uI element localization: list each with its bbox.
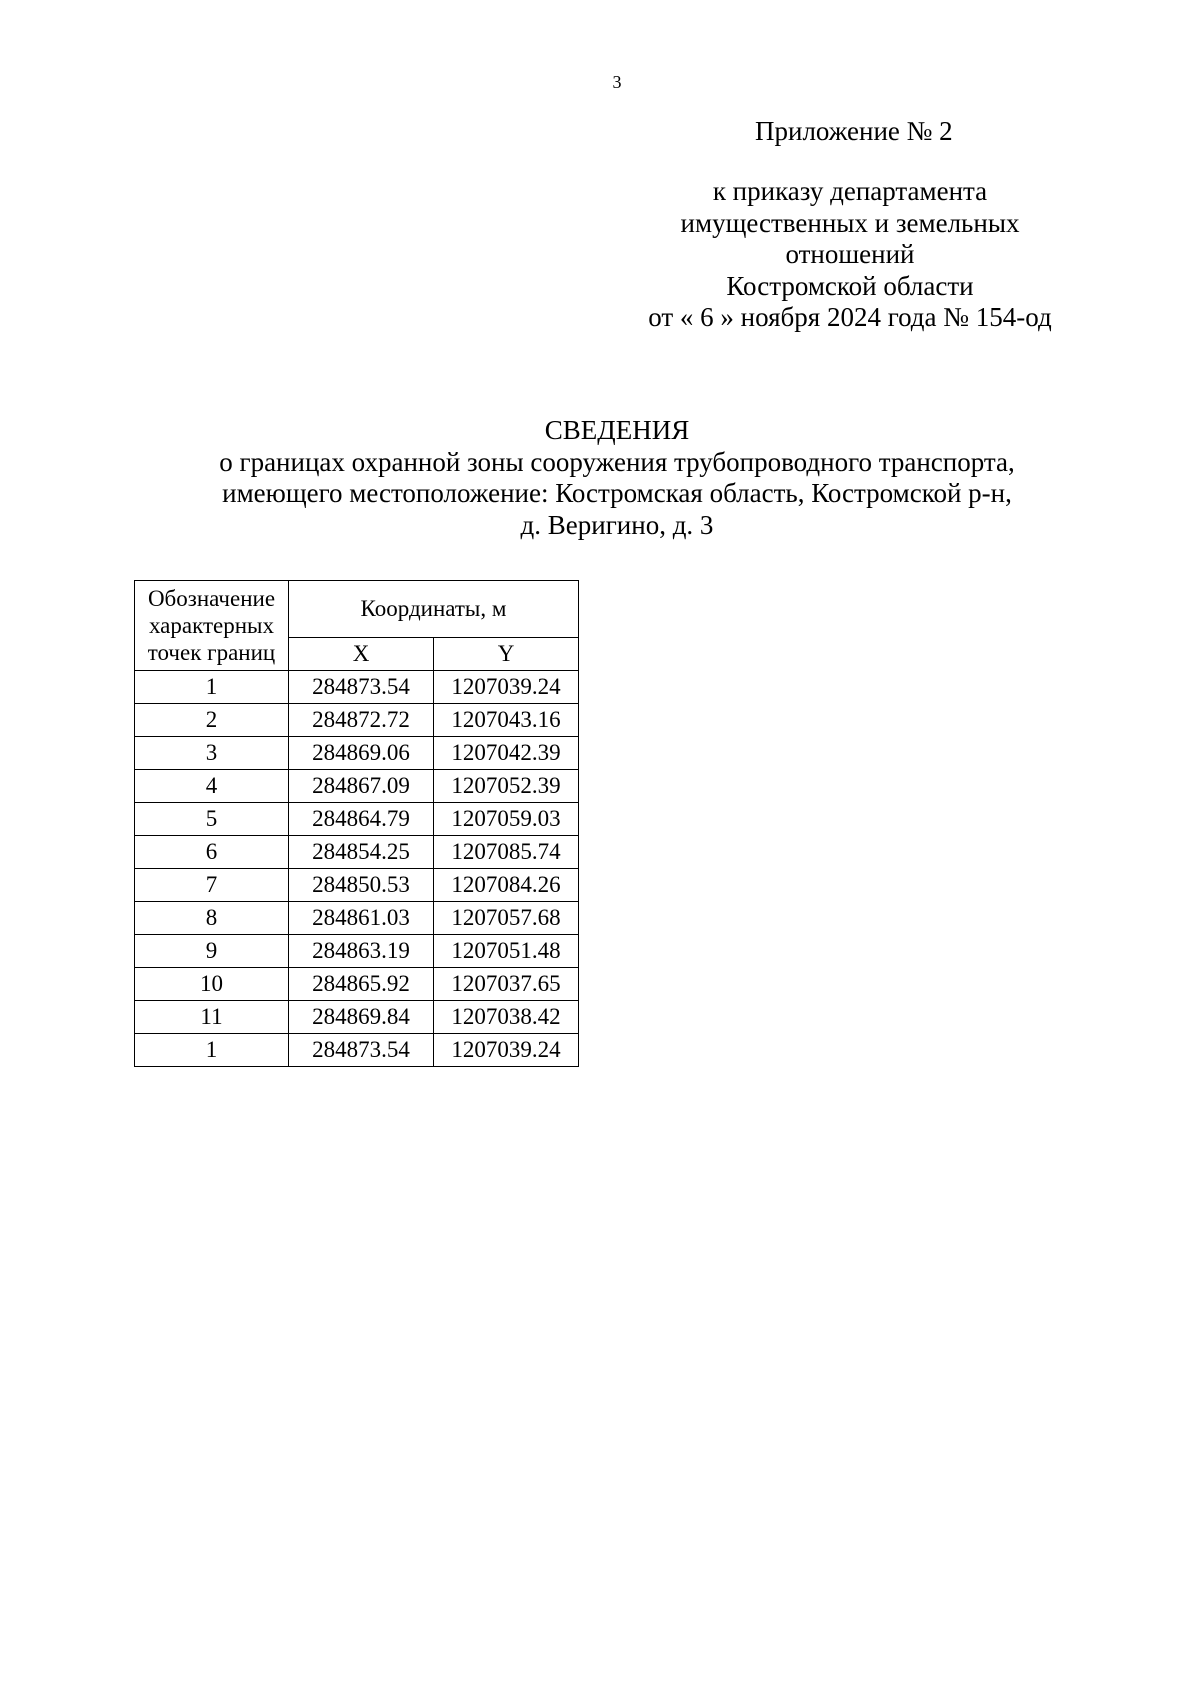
appendix-label: Приложение № 2 <box>755 116 953 146</box>
document-title-block <box>0 415 1200 541</box>
table-row <box>135 671 579 704</box>
header-point-line: Обозначение <box>147 586 276 611</box>
point-cell: 2 <box>135 704 289 737</box>
point-cell: 10 <box>135 968 289 1001</box>
x-cell: 284873.54 <box>289 671 434 704</box>
document-subtitle-line: о границах охранной зоны сооружения трубопроводного транспорта, <box>219 446 1015 477</box>
point-cell: 9 <box>135 935 289 968</box>
table-row <box>135 737 579 770</box>
point-cell: 11 <box>135 1001 289 1034</box>
y-cell: 1207037.65 <box>434 968 579 1001</box>
y-cell: 1207084.26 <box>434 869 579 902</box>
x-cell: 284869.84 <box>289 1001 434 1034</box>
y-cell: 1207057.68 <box>434 902 579 935</box>
x-cell: 284863.19 <box>289 935 434 968</box>
x-cell: 284872.72 <box>289 704 434 737</box>
y-cell: 1207085.74 <box>434 836 579 869</box>
y-cell: 1207038.42 <box>434 1001 579 1034</box>
table-row <box>135 902 579 935</box>
table-body <box>135 671 579 1067</box>
table-row <box>135 968 579 1001</box>
table-header-row <box>135 581 579 638</box>
point-cell: 1 <box>135 1034 289 1067</box>
point-cell: 1 <box>135 671 289 704</box>
x-cell: 284854.25 <box>289 836 434 869</box>
point-cell: 5 <box>135 803 289 836</box>
point-cell: 3 <box>135 737 289 770</box>
y-cell: 1207059.03 <box>434 803 579 836</box>
document-subtitle-line: имеющего местоположение: Костромская область, Костромской р-н, <box>222 478 1012 508</box>
order-reference-line: отношений <box>785 239 915 269</box>
header-y: Y <box>434 638 579 671</box>
x-cell: 284869.06 <box>289 737 434 770</box>
document-subtitle-line: д. Веригино, д. 3 <box>520 509 714 540</box>
order-reference <box>620 176 1080 334</box>
order-reference-line: от « 6 » ноября 2024 года № 154-од <box>648 302 1052 332</box>
header-point-line: точек границ <box>147 640 276 665</box>
table-row <box>135 1001 579 1034</box>
table-row <box>135 869 579 902</box>
table-row <box>135 935 579 968</box>
header-point-designation <box>135 581 289 671</box>
point-cell: 8 <box>135 902 289 935</box>
y-cell: 1207051.48 <box>434 935 579 968</box>
order-reference-line: к приказу департамента <box>712 176 988 206</box>
page-number: 3 <box>612 72 622 92</box>
x-cell: 284861.03 <box>289 902 434 935</box>
table-row <box>135 803 579 836</box>
table-row <box>135 836 579 869</box>
x-cell: 284865.92 <box>289 968 434 1001</box>
coordinates-table <box>134 580 579 1067</box>
header-point-line: характерных <box>148 613 274 638</box>
point-cell: 7 <box>135 869 289 902</box>
order-reference-line: имущественных и земельных <box>680 207 1020 238</box>
y-cell: 1207043.16 <box>434 704 579 737</box>
y-cell: 1207042.39 <box>434 737 579 770</box>
table-row <box>135 770 579 803</box>
x-cell: 284850.53 <box>289 869 434 902</box>
x-cell: 284867.09 <box>289 770 434 803</box>
header-x: X <box>289 638 434 671</box>
point-cell: 4 <box>135 770 289 803</box>
x-cell: 284864.79 <box>289 803 434 836</box>
table-row <box>135 1034 579 1067</box>
y-cell: 1207039.24 <box>434 671 579 704</box>
document-title: СВЕДЕНИЯ <box>544 415 690 445</box>
point-cell: 6 <box>135 836 289 869</box>
y-cell: 1207039.24 <box>434 1034 579 1067</box>
table-row <box>135 704 579 737</box>
x-cell: 284873.54 <box>289 1034 434 1067</box>
order-reference-line: Костромской области <box>726 270 974 301</box>
y-cell: 1207052.39 <box>434 770 579 803</box>
header-coordinates: Координаты, м <box>289 581 579 638</box>
